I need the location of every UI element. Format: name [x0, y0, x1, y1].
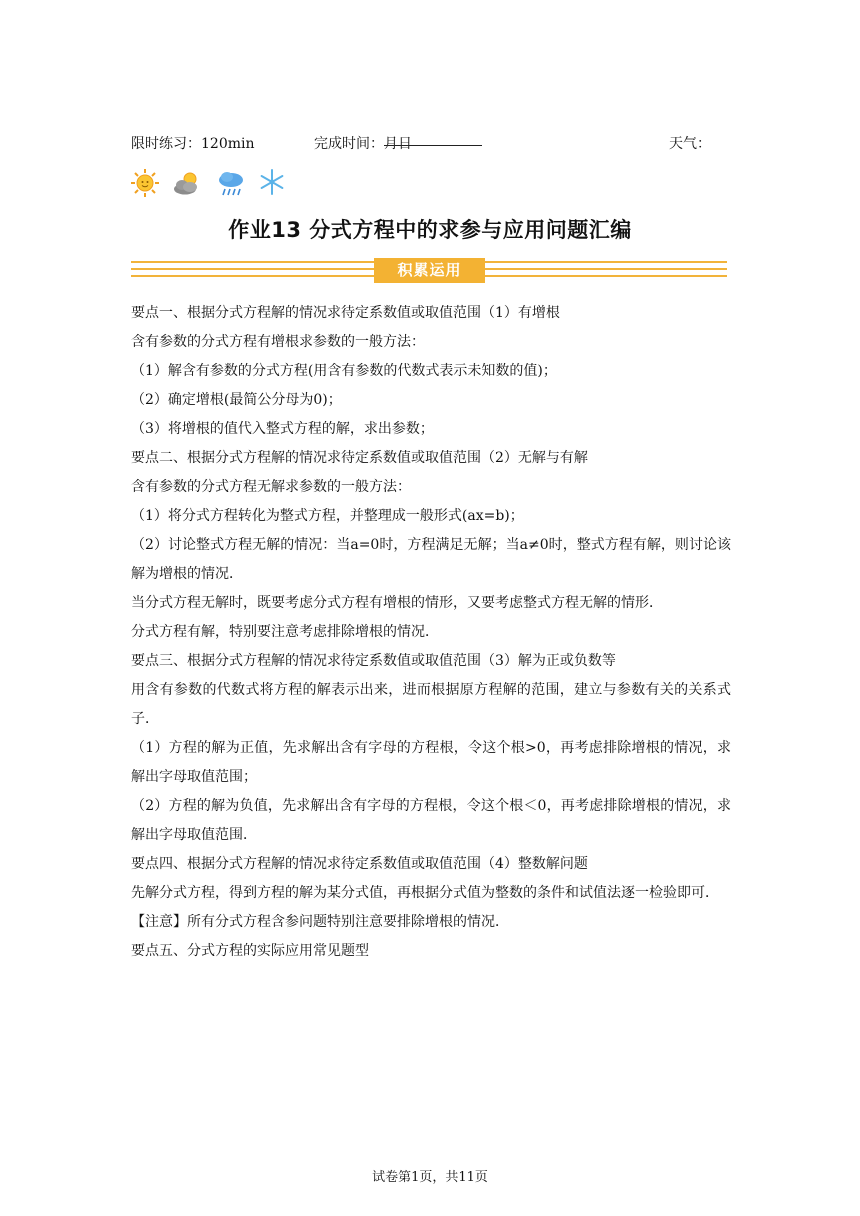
paragraph: 要点四、根据分式方程解的情况求待定系数值或取值范围（4）整数解问题 [131, 856, 588, 872]
day-label: 日 [398, 136, 412, 152]
weather-label: 天气： [669, 136, 711, 152]
paragraph: 含有参数的分式方程有增根求参数的一般方法： [131, 334, 425, 350]
paragraph: 用含有参数的代数式将方程的解表示出来，进而根据原方程解的范围，建立与参数有关的关系式子． [131, 682, 731, 727]
finish-time [314, 133, 412, 153]
finish-time-label: 完成时间： [314, 136, 384, 152]
snowflake-icon[interactable] [258, 168, 286, 196]
paragraph: （2）方程的解为负值，先求解出含有字母的方程根，令这个根＜0，再考虑排除增根的情况，求解出字母取值范围． [131, 798, 731, 843]
paragraph: 要点二、根据分式方程解的情况求待定系数值或取值范围（2）无解与有解 [131, 450, 588, 466]
paragraph: 当分式方程无解时，既要考虑分式方程有增根的情形，又要考虑整式方程无解的情形． [131, 595, 663, 611]
paragraph: 含有参数的分式方程无解求参数的一般方法： [131, 479, 411, 495]
day-blank[interactable] [398, 133, 482, 146]
paragraph: 分式方程有解，特别要注意考虑排除增根的情况． [131, 624, 439, 640]
paragraph: 【注意】所有分式方程含参问题特别注意要排除增根的情况． [131, 914, 509, 930]
sun-icon[interactable] [130, 168, 160, 198]
paragraph: 要点五、分式方程的实际应用常见题型 [131, 943, 369, 959]
paragraph: （2）讨论整式方程无解的情况：当a=0时，方程满足无解；当a≠0时，整式方程有解，则讨论该解为增根的情况． [131, 537, 731, 582]
rain-cloud-icon[interactable] [216, 168, 246, 198]
paragraph: （1）解含有参数的分式方程(用含有参数的代数式表示未知数的值)； [131, 363, 557, 379]
page-footer: 试卷第1页，共11页 [372, 1170, 488, 1185]
banner-label: 积累运用 [374, 258, 485, 283]
time-limit: 限时练习：120min [131, 136, 255, 152]
paragraph: （1）将分式方程转化为整式方程，并整理成一般形式(ax=b)； [131, 508, 524, 524]
paragraph: （2）确定增根(最简公分母为0)； [131, 392, 342, 408]
month-label: 月 [384, 136, 398, 152]
paragraph: （1）方程的解为正值，先求解出含有字母的方程根，令这个根>0，再考虑排除增根的情况，求解出字母取值范围； [131, 740, 731, 785]
paragraph: 先解分式方程，得到方程的解为某分式值，再根据分式值为整数的条件和试值法逐一检验即可． [131, 885, 719, 901]
page-title: 作业13 分式方程中的求参与应用问题汇编 [228, 218, 632, 242]
paragraph: （3）将增根的值代入整式方程的解，求出参数； [131, 421, 434, 437]
section-banner [131, 256, 727, 284]
partly-cloudy-icon[interactable] [172, 168, 204, 198]
content-body [131, 299, 731, 966]
paragraph: 要点三、根据分式方程解的情况求待定系数值或取值范围（3）解为正或负数等 [131, 653, 616, 669]
paragraph: 要点一、根据分式方程解的情况求待定系数值或取值范围（1）有增根 [131, 305, 560, 321]
